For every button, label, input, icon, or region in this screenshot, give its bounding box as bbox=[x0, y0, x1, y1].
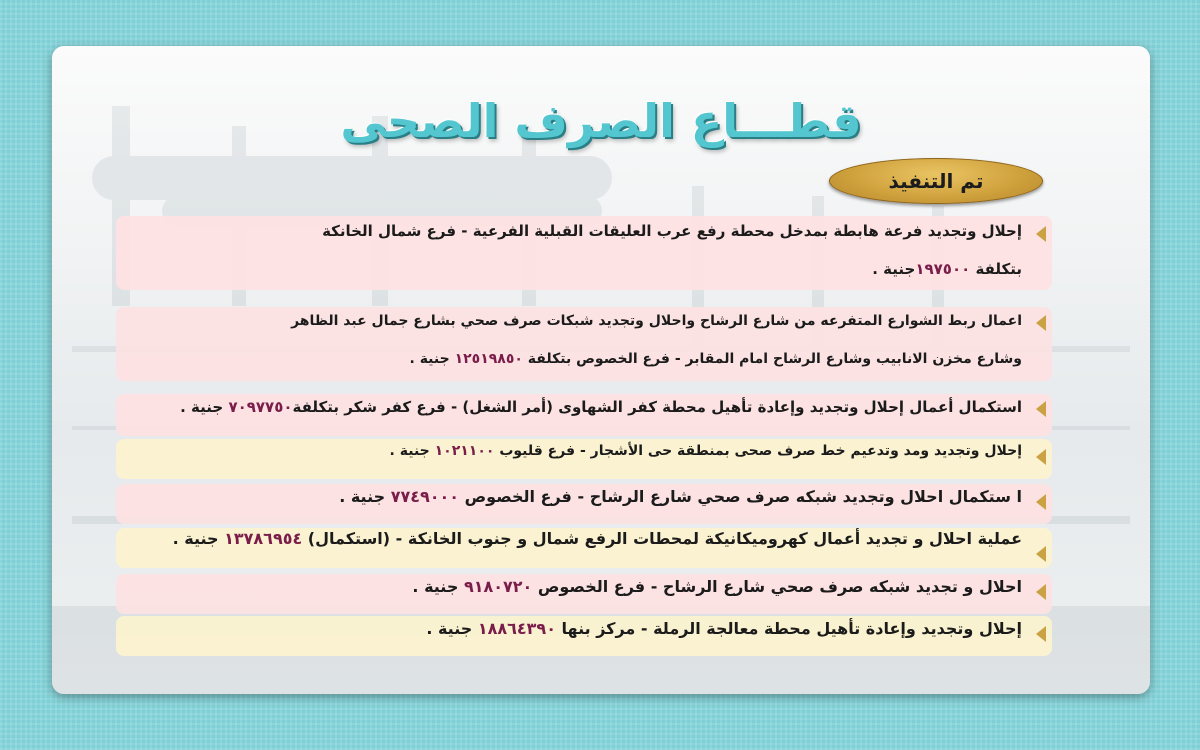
list-item bbox=[116, 216, 1052, 290]
cost-value: ١٢٥١٩٨٥٠ bbox=[454, 351, 523, 367]
cost-value: ١٣٧٨٦٩٥٤ bbox=[224, 529, 303, 548]
cost-value: ٩١٨٠٧٢٠ bbox=[463, 577, 533, 596]
item-text-line2: بتكلفة ١٩٧٥٠٠جنية . bbox=[872, 260, 1022, 278]
list-item bbox=[116, 394, 1052, 436]
arrow-bullet-icon bbox=[1036, 226, 1046, 242]
item-text: احلال و تجديد شبكه صرف صحي شارع الرشاح - فرع الخصوص ٩١٨٠٧٢٠ جنية . bbox=[412, 577, 1022, 596]
cost-value: ١٠٢١١٠٠ bbox=[434, 443, 495, 459]
arrow-bullet-icon bbox=[1036, 401, 1046, 417]
item-text-line2: وشارع مخزن الانابيب وشارع الرشاح امام المقابر - فرع الخصوص بتكلفة ١٢٥١٩٨٥٠ جنية . bbox=[409, 351, 1022, 367]
item-text: إحلال وتجديد ومد وتدعيم خط صرف صحى بمنطقة حى الأشجار - فرع قليوب ١٠٢١١٠٠ جنية . bbox=[389, 443, 1022, 459]
arrow-bullet-icon bbox=[1036, 494, 1046, 510]
list-item bbox=[116, 528, 1052, 568]
arrow-bullet-icon bbox=[1036, 546, 1046, 562]
item-text: عملية احلال و تجديد أعمال كهروميكانيكة لمحطات الرفع شمال و جنوب الخانكة - (استكمال) ١٣٧٨٦٩٥٤ جنية . bbox=[172, 529, 1022, 548]
list-item bbox=[116, 307, 1052, 381]
item-text: اعمال ربط الشوارع المتفرعه من شارع الرشاح واحلال وتجديد شبكات صرف صحي بشارع جمال عبد الظاهر bbox=[291, 313, 1022, 329]
cost-value: ١٨٨٦٤٣٩٠ bbox=[477, 619, 556, 638]
cost-value: ٧٧٤٩٠٠٠ bbox=[390, 487, 460, 506]
content-card bbox=[52, 46, 1150, 694]
cost-value: ١٩٧٥٠٠ bbox=[915, 260, 971, 278]
arrow-bullet-icon bbox=[1036, 449, 1046, 465]
list-item bbox=[116, 574, 1052, 614]
arrow-bullet-icon bbox=[1036, 626, 1046, 642]
item-text: استكمال أعمال إحلال وتجديد وإعادة تأهيل محطة كفر الشهاوى (أمر الشغل) - فرع كفر شكر بتكلفة٧٠٩٧٧٥٠ جنية . bbox=[180, 398, 1022, 416]
arrow-bullet-icon bbox=[1036, 315, 1046, 331]
list-item bbox=[116, 616, 1052, 656]
status-badge: تم التنفيذ bbox=[829, 158, 1043, 204]
item-text: ا ستكمال احلال وتجديد شبكه صرف صحي شارع الرشاح - فرع الخصوص ٧٧٤٩٠٠٠ جنية . bbox=[339, 487, 1022, 506]
page-title: قطـــاع الصرف الصحى bbox=[340, 94, 862, 148]
arrow-bullet-icon bbox=[1036, 584, 1046, 600]
item-text: إحلال وتجديد فرعة هابطة بمدخل محطة رفع عرب العليقات القبلية الفرعية - فرع شمال الخانكة bbox=[322, 222, 1022, 240]
item-text: إحلال وتجديد وإعادة تأهيل محطة معالجة الرملة - مركز بنها ١٨٨٦٤٣٩٠ جنية . bbox=[426, 619, 1022, 638]
cost-value: ٧٠٩٧٧٥٠ bbox=[228, 398, 293, 416]
list-item bbox=[116, 484, 1052, 524]
list-item bbox=[116, 439, 1052, 479]
